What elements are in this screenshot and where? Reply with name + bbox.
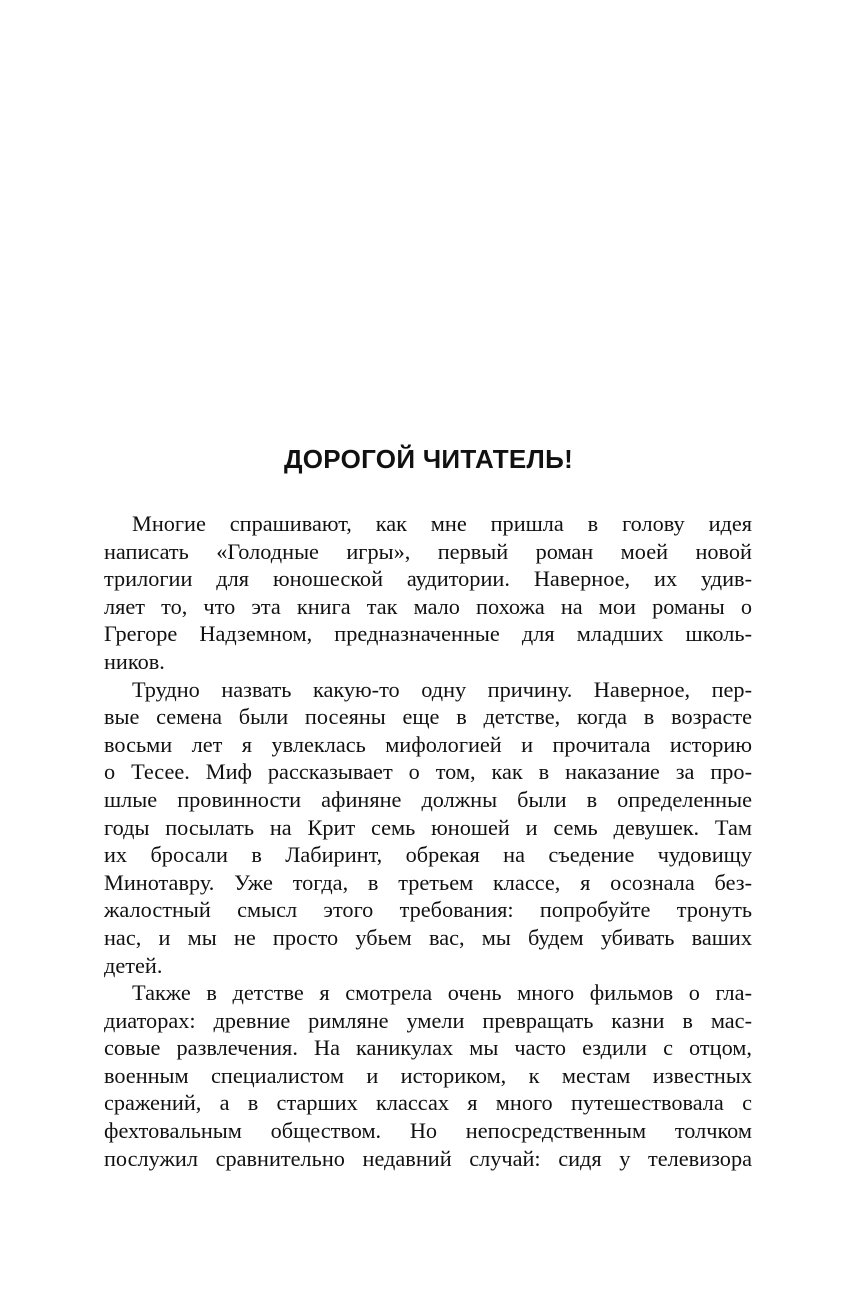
text-line: вые семена были посеяны еще в детстве, когда в возрасте [104, 704, 752, 730]
text-line: трилогии для юношеской аудитории. Наверное, их удив- [104, 566, 752, 592]
text-line: жалостный смысл этого требования: попробуйте тронуть [104, 897, 752, 923]
text-line: Также в детстве я смотрела очень много фильмов о гла- [132, 980, 752, 1006]
text-line: написать «Голодные игры», первый роман моей новой [104, 538, 752, 564]
text-line: Грегоре Надземном, предназначенные для младших школь- [104, 621, 752, 647]
text-line: шлые провинности афиняне должны были в определенные [104, 786, 752, 812]
text-line: диаторах: древние римляне умели превращать казни в мас- [104, 1007, 752, 1033]
text-line: годы посылать на Крит семь юношей и семь девушек. Там [104, 814, 752, 840]
paragraph-2 [104, 676, 752, 980]
text-line: совые развлечения. На каникулах мы часто ездили с отцом, [104, 1035, 752, 1061]
text-line: сражений, а в старших классах я много путешествовала с [104, 1090, 752, 1116]
text-line: восьми лет я увлеклась мифологией и прочитала историю [104, 731, 752, 757]
body-text [104, 510, 752, 1172]
text-line: ляет то, что эта книга так мало похожа на мои романы о [104, 593, 752, 619]
text-line: военным специалистом и историком, к местам известных [104, 1062, 752, 1088]
text-line: Минотавру. Уже тогда, в третьем классе, я осознала без- [104, 869, 752, 895]
paragraph-1 [104, 510, 752, 676]
text-line: их бросали в Лабиринт, обрекая на съедение чудовищу [104, 842, 752, 868]
text-line: фехтовальным обществом. Но непосредственным толчком [104, 1118, 752, 1144]
text-line: послужил сравнительно недавний случай: сидя у телевизора [104, 1145, 752, 1171]
paragraph-3 [104, 979, 752, 1172]
text-line: о Тесее. Миф рассказывает о том, как в наказание за про- [104, 759, 752, 785]
page-title: ДОРОГОЙ ЧИТАТЕЛЬ! [283, 444, 574, 474]
text-line: Многие спрашивают, как мне пришла в голову идея [132, 511, 752, 536]
text-line: нас, и мы не просто убьем вас, мы будем убивать ваших [104, 924, 752, 950]
text-line: ников. [104, 648, 165, 674]
text-line: детей. [104, 952, 163, 978]
text-line: Трудно назвать какую-то одну причину. Наверное, пер- [132, 676, 752, 702]
